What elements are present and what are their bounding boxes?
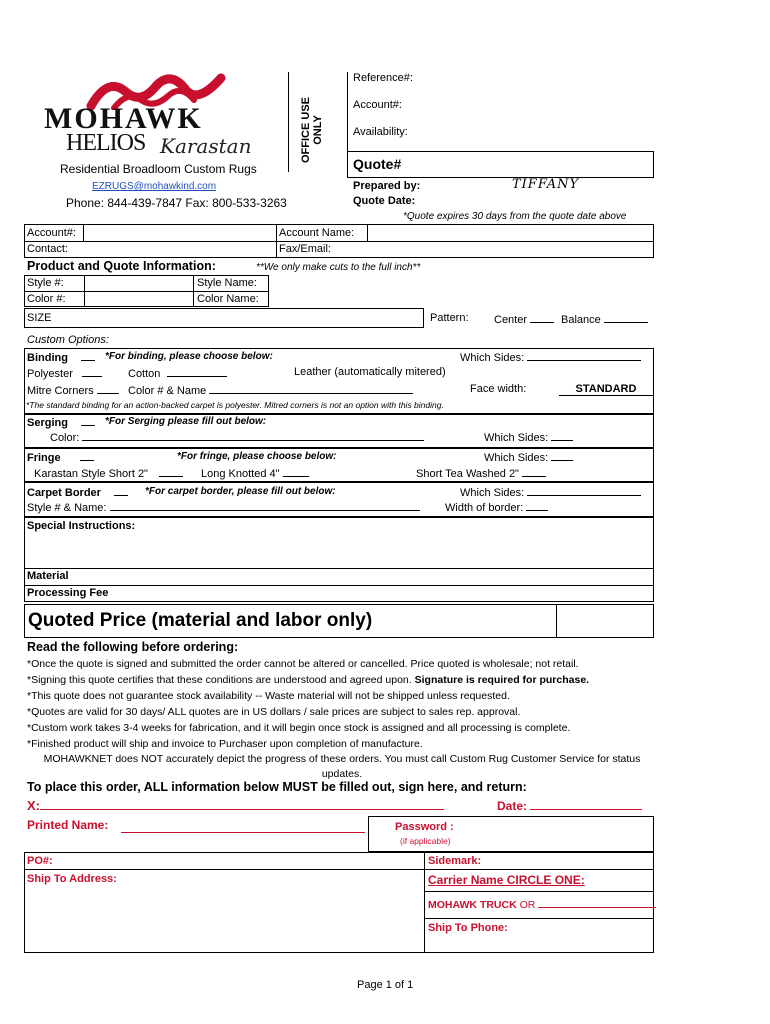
- terms-item: *Finished product will ship and invoice to Purchaser upon completion of manufacture.: [27, 738, 423, 750]
- prepared-by-value: TIFFANY: [512, 177, 580, 192]
- style-row-divider: [24, 291, 269, 292]
- terms-heading: Read the following before ordering:: [27, 640, 239, 654]
- border-style-name: Style # & Name:: [27, 500, 420, 514]
- binding-note: *For binding, please choose below:: [105, 351, 273, 362]
- availability-label: Availability:: [353, 126, 408, 138]
- shipping-col-divider: [424, 852, 425, 953]
- center-label: Center: [494, 312, 554, 326]
- long-knotted-option: Long Knotted 4": [201, 466, 309, 480]
- account-number-divider: [83, 224, 84, 241]
- color-name-label: Color Name:: [197, 293, 259, 305]
- mitre-corners-option: Mitre Corners: [27, 383, 119, 397]
- carpet-border-label: Carpet Border: [27, 485, 128, 499]
- terms-list: [27, 656, 589, 752]
- account-row-divider: [24, 241, 654, 242]
- printed-name-label: Printed Name:: [27, 818, 109, 832]
- karastan-logo: Karastan: [160, 134, 252, 158]
- quoted-price-label: Quoted Price (material and labor only): [28, 610, 373, 631]
- office-use-label: OFFICE USE ONLY: [300, 96, 324, 163]
- account-name-divider: [367, 224, 368, 241]
- terms-item: *Once the quote is signed and submitted the order cannot be altered or cancelled. Price quoted is wholesale; not retail.: [27, 658, 579, 670]
- serging-label: Serging: [27, 415, 95, 429]
- serging-note: *For Serging please fill out below:: [105, 416, 267, 427]
- office-account-label: Account#:: [353, 99, 402, 111]
- terms-item: *This quote does not guarantee stock availability -- Waste material will not be shipped unless requested.: [27, 690, 510, 702]
- binding-color-name: Color # & Name: [128, 383, 413, 397]
- quote-expires-note: *Quote expires 30 days from the quote date above: [403, 211, 627, 222]
- size-label: SIZE: [27, 312, 52, 324]
- ship-to-phone-label: Ship To Phone:: [428, 922, 508, 934]
- po-label: PO#:: [27, 855, 53, 867]
- width-of-border: Width of border:: [445, 500, 548, 514]
- quoted-price-divider: [556, 604, 557, 638]
- carpet-border-note: *For carpet border, please fill out below:: [145, 486, 336, 497]
- custom-options-heading: Custom Options:: [27, 334, 109, 346]
- special-instructions-label: Special Instructions:: [27, 520, 136, 532]
- date-field[interactable]: Date:: [497, 799, 642, 813]
- color-number-label: Color #:: [27, 293, 66, 305]
- terms-item: *Quotes are valid for 30 days/ ALL quotes are in US dollars / sale prices are subject to sales rep. approval.: [27, 706, 521, 718]
- contact-label: Contact:: [27, 243, 68, 255]
- quote-number-label: Quote#: [353, 156, 402, 172]
- mohawknet-note: MOHAWKNET does NOT accurately depict the progress of these orders. You must call Custom Rug Customer Service for status updates.: [43, 753, 641, 780]
- password-label: Password :: [395, 821, 454, 833]
- mohawk-logo: MOHAWK: [44, 102, 203, 135]
- carrier-options[interactable]: MOHAWK TRUCK OR: [428, 898, 656, 911]
- po-row-divider: [24, 869, 654, 870]
- account-name-label: Account Name:: [279, 227, 355, 239]
- binding-which-sides: Which Sides:: [460, 350, 641, 364]
- face-width-value: STANDARD: [559, 383, 653, 396]
- printed-name-line[interactable]: [121, 832, 365, 833]
- fringe-label: Fringe: [27, 450, 94, 464]
- page-number: Page 1 of 1: [357, 979, 414, 991]
- style-col-divider: [193, 275, 194, 307]
- material-divider: [24, 585, 654, 586]
- office-divider: [288, 72, 289, 172]
- signature-line[interactable]: X:: [27, 798, 444, 813]
- serging-which-sides: Which Sides:: [484, 430, 573, 444]
- header-phone-fax: Phone: 844-439-7847 Fax: 800-533-3263: [66, 196, 287, 210]
- size-box[interactable]: [24, 308, 424, 328]
- border-which-sides: Which Sides:: [460, 485, 641, 499]
- style-name-label: Style Name:: [197, 277, 257, 289]
- password-if-applicable: (if applicable): [400, 836, 451, 846]
- pattern-label: Pattern:: [430, 312, 469, 324]
- carrier-label: Carrier Name CIRCLE ONE:: [428, 873, 585, 887]
- quote-date-label: Quote Date:: [353, 195, 416, 207]
- material-label: Material: [27, 570, 69, 582]
- terms-item: *Signing this quote certifies that these conditions are understood and agreed upon. Signature is required for purchase.: [27, 674, 590, 686]
- leather-option: Leather (automatically mitered): [294, 366, 446, 378]
- karastan-short-option: Karastan Style Short 2": [34, 466, 183, 480]
- account-number-label: Account#:: [27, 227, 76, 239]
- terms-item: *Custom work takes 3-4 weeks for fabrication, and it will begin once stock is assigned and all processing is complete.: [27, 722, 571, 734]
- header-subtitle: Residential Broadloom Custom Rugs: [60, 162, 257, 176]
- order-heading: To place this order, ALL information below MUST be filled out, sign here, and return:: [27, 780, 527, 794]
- account-col-divider: [276, 224, 277, 258]
- prepared-by-label: Prepared by:: [353, 180, 421, 192]
- header-email-link[interactable]: EZRUGS@mohawkind.com: [92, 181, 217, 192]
- processing-fee-label: Processing Fee: [27, 587, 109, 599]
- style-label-divider: [84, 275, 85, 307]
- binding-footnote: *The standard binding for an action-backed carpet is polyester. Mitred corners is not an option with this binding.: [26, 400, 444, 410]
- ship-to-address-label: Ship To Address:: [27, 873, 117, 885]
- fringe-note: *For fringe, please choose below:: [177, 451, 337, 462]
- fax-email-label: Fax/Email:: [279, 243, 331, 255]
- helios-logo: HELIOS: [66, 130, 146, 156]
- binding-label: Binding: [27, 350, 95, 364]
- reference-label: Reference#:: [353, 72, 413, 84]
- serging-color-label: Color:: [50, 430, 424, 444]
- fringe-which-sides: Which Sides:: [484, 450, 573, 464]
- balance-label: Balance: [561, 312, 648, 326]
- material-divider-top: [24, 568, 654, 569]
- polyester-option: Polyester: [27, 366, 102, 380]
- style-number-label: Style #:: [27, 277, 64, 289]
- carrier-row-divider: [424, 891, 654, 892]
- product-info-heading: Product and Quote Information:: [27, 259, 216, 273]
- short-tea-option: Short Tea Washed 2": [416, 466, 546, 480]
- face-width-label: Face width:: [470, 383, 527, 395]
- cuts-note: **We only make cuts to the full inch**: [256, 262, 421, 273]
- truck-row-divider: [424, 918, 654, 919]
- cotton-option: Cotton: [128, 366, 227, 380]
- sidemark-label: Sidemark:: [428, 855, 482, 867]
